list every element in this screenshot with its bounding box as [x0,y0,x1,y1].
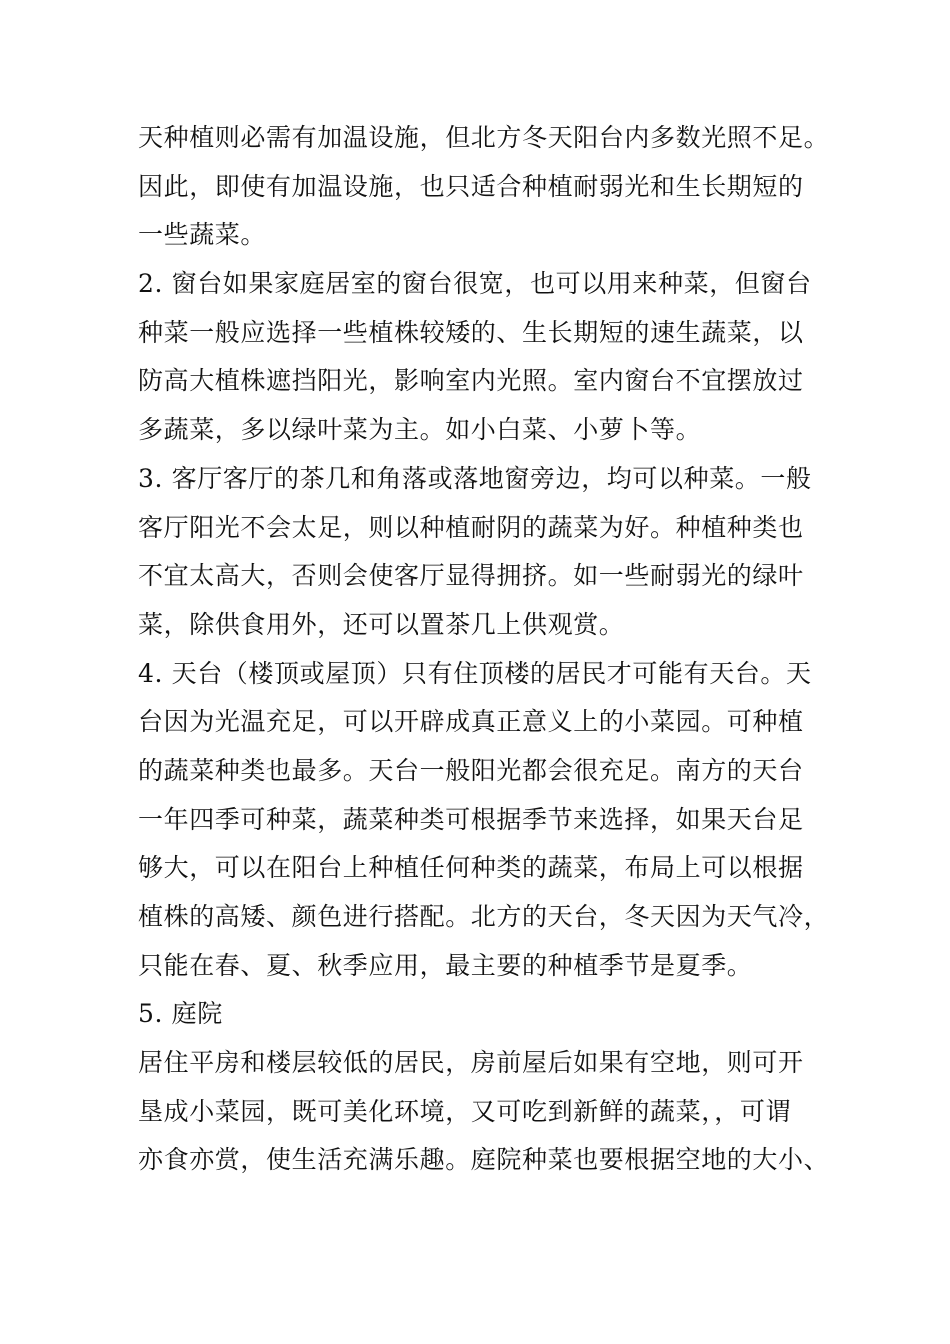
text-line: 植株的高矮、颜色进行搭配。北方的天台，冬天因为天气冷， [138,902,830,931]
text-line: 不宜太高大，否则会使客厅显得拥挤。如一些耐弱光的绿叶 [138,561,804,591]
text-line: 客厅阳光不会太足，则以种植耐阴的蔬菜为好。种植种类也 [138,512,804,542]
section-heading: 5. 庭院 [138,999,223,1029]
text-line: 亦食亦赏，使生活充满乐趣。庭院种菜也要根据空地的大小、 [138,1145,830,1175]
text-line: 一年四季可种菜，蔬菜种类可根据季节来选择，如果天台足 [138,804,804,834]
text-line: 菜，除供食用外，还可以置茶几上供观赏。 [138,609,625,639]
text-line: 只能在春、夏、秋季应用，最主要的种植季节是夏季。 [138,950,753,980]
text-line: 因此，即使有加温设施，也只适合种植耐弱光和生长期短的 [138,171,804,201]
text-line: 种菜一般应选择一些植株较矮的、生长期短的速生蔬菜，以 [138,317,804,347]
text-line: 多蔬菜，多以绿叶菜为主。如小白菜、小萝卜等。 [138,415,702,445]
text-line: 天种植则必需有加温设施，但北方冬天阳台内多数光照不足。 [138,123,830,152]
text-line: 2. 窗台如果家庭居室的窗台很宽，也可以用来种菜，但窗台 [138,269,812,299]
text-line: 的蔬菜种类也最多。天台一般阳光都会很充足。南方的天台 [138,755,804,785]
text-line: 够大，可以在阳台上种植任何种类的蔬菜，布局上可以根据 [138,853,804,883]
text-line: 防高大植株遮挡阳光，影响室内光照。室内窗台不宜摆放过 [138,366,804,396]
text-line: 垦成小菜园，既可美化环境，又可吃到新鲜的蔬菜，，可谓 [138,1096,792,1126]
text-line: 台因为光温充足，可以开辟成真正意义上的小菜园。可种植 [138,707,804,737]
text-line: 一些蔬菜。 [138,220,267,250]
text-line: 4. 天台（楼顶或屋顶）只有住顶楼的居民才可能有天台。天 [138,658,812,688]
text-line: 居住平房和楼层较低的居民，房前屋后如果有空地，则可开 [138,1048,804,1078]
body-text [138,114,838,1185]
text-line: 3. 客厅客厅的茶几和角落或落地窗旁边，均可以种菜。一般 [138,463,812,493]
